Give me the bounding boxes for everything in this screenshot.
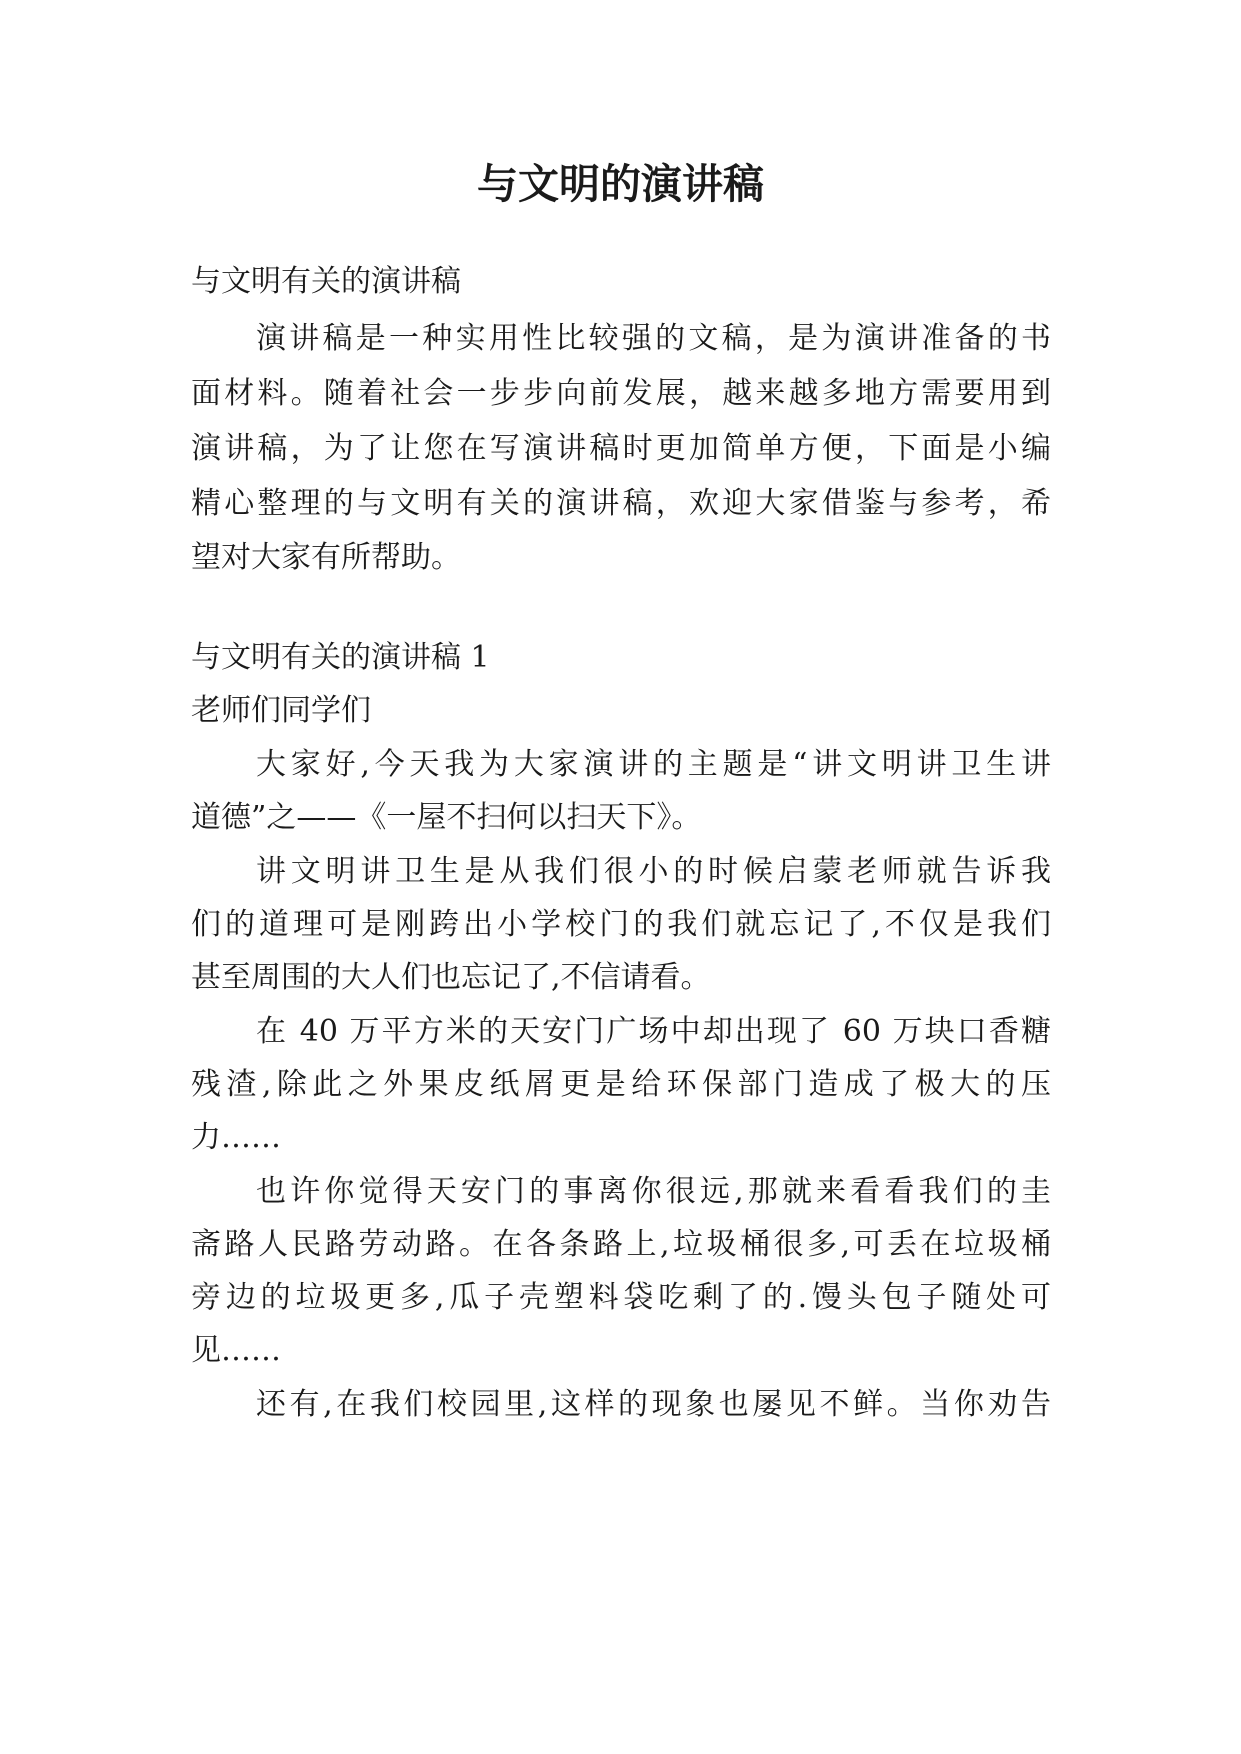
text-line: 甚至周围的大人们也忘记了,不信请看。 xyxy=(191,960,711,995)
text-line: 讲文明讲卫生是从我们很小的时候启蒙老师就告诉我 xyxy=(256,854,1051,889)
text-line: 演讲稿是一种实用性比较强的文稿，是为演讲准备的书 xyxy=(256,321,1051,356)
salutation: 老师们同学们 xyxy=(191,693,371,728)
intro-heading: 与文明有关的演讲稿 xyxy=(191,264,461,299)
text-line: 斋路人民路劳动路。在各条路上,垃圾桶很多,可丢在垃圾桶 xyxy=(191,1227,1051,1262)
text-line: 演讲稿，为了让您在写演讲稿时更加简单方便，下面是小编 xyxy=(191,431,1051,466)
text-line: 力…… xyxy=(191,1120,281,1155)
text-line: 还有,在我们校园里,这样的现象也屡见不鲜。当你劝告 xyxy=(256,1387,1051,1422)
document-title: 与文明的演讲稿 xyxy=(477,160,764,208)
text-line: 精心整理的与文明有关的演讲稿，欢迎大家借鉴与参考，希 xyxy=(191,486,1051,521)
text-line: 道德”之——《一屋不扫何以扫天下》。 xyxy=(191,800,702,835)
text-line: 面材料。随着社会一步步向前发展，越来越多地方需要用到 xyxy=(191,376,1051,411)
text-line: 见…… xyxy=(191,1333,281,1368)
text-line: 们的道理可是刚跨出小学校门的我们就忘记了,不仅是我们 xyxy=(191,907,1051,942)
text-line: 望对大家有所帮助。 xyxy=(191,540,461,575)
section-heading: 与文明有关的演讲稿 1 xyxy=(191,640,490,675)
text-line: 也许你觉得天安门的事离你很远,那就来看看我们的圭 xyxy=(256,1174,1051,1209)
text-line: 在 40 万平方米的天安门广场中却出现了 60 万块口香糖 xyxy=(256,1014,1051,1049)
text-line: 旁边的垃圾更多,瓜子壳塑料袋吃剩了的.馒头包子随处可 xyxy=(191,1280,1051,1315)
text-line: 大家好,今天我为大家演讲的主题是“讲文明讲卫生讲 xyxy=(256,747,1051,782)
text-line: 残渣,除此之外果皮纸屑更是给环保部门造成了极大的压 xyxy=(191,1067,1051,1102)
